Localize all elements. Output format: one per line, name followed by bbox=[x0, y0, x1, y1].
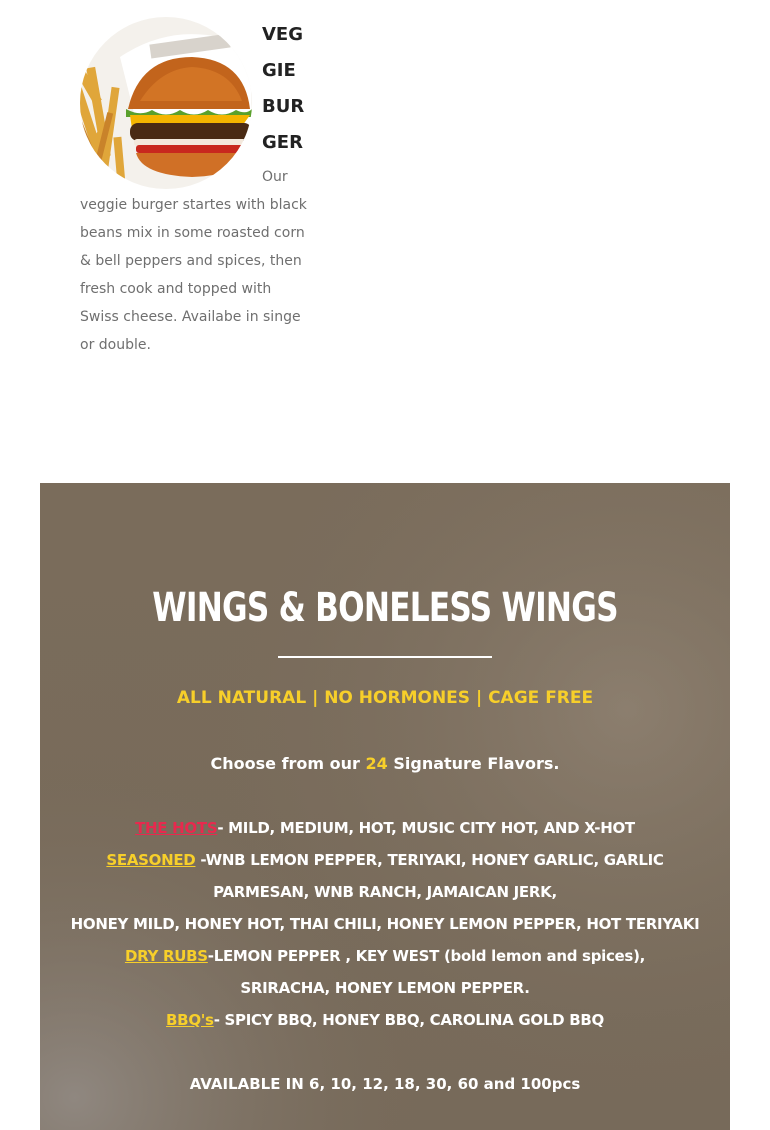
dry-rubs-list-1: -LEMON PEPPER , KEY WEST (bold lemon and spices), bbox=[207, 947, 646, 965]
flavor-line-dry-rubs bbox=[60, 940, 710, 972]
available-sizes: AVAILABLE IN 6, 10, 12, 18, 30, 60 and 100pcs bbox=[189, 1075, 581, 1093]
burger-photo bbox=[80, 17, 252, 189]
hots-list: - MILD, MEDIUM, HOT, MUSIC CITY HOT, AND X-HOT bbox=[217, 819, 635, 837]
flavor-line-bbq bbox=[60, 1004, 710, 1036]
flavor-count-text bbox=[40, 752, 730, 776]
choose-prefix: Choose from our bbox=[210, 754, 366, 773]
seasoned-list-3: HONEY MILD, HONEY HOT, THAI CHILI, HONEY LEMON PEPPER, HOT TERIYAKI bbox=[70, 915, 700, 933]
tagline: ALL NATURAL | NO HORMONES | CAGE FREE bbox=[176, 688, 594, 708]
dry-rubs-link[interactable]: DRY RUBS bbox=[124, 947, 208, 965]
title-divider bbox=[278, 656, 492, 658]
flavor-line-hots bbox=[60, 812, 710, 844]
choose-suffix: Signature Flavors. bbox=[387, 754, 560, 773]
seasoned-list-1: -WNB LEMON PEPPER, TERIYAKI, HONEY GARLIC, GARLIC bbox=[195, 851, 664, 869]
seasoned-link[interactable]: SEASONED bbox=[106, 851, 196, 869]
bbq-list: - SPICY BBQ, HONEY BBQ, CAROLINA GOLD BBQ bbox=[213, 1011, 604, 1029]
hots-link[interactable]: THE HOTS bbox=[135, 819, 218, 837]
menu-item-description: Our veggie burger startes with black beans mix in some roasted corn & bell peppers and spices, then fresh cook and topped with Swiss cheese. Availabe in singe or double. bbox=[80, 169, 307, 353]
flavor-count: 24 bbox=[365, 754, 388, 773]
menu-item-card bbox=[80, 17, 310, 359]
wings-section bbox=[40, 483, 730, 1130]
menu-item-title: VEGGIE BURGER bbox=[262, 24, 305, 153]
flavor-list bbox=[60, 812, 710, 1036]
seasoned-list-2: PARMESAN, WNB RANCH, JAMAICAN JERK, bbox=[213, 883, 557, 901]
flavor-line-seasoned bbox=[60, 844, 710, 876]
dry-rubs-list-2: SRIRACHA, HONEY LEMON PEPPER. bbox=[240, 979, 530, 997]
section-title: WINGS & BONELESS WINGS bbox=[152, 585, 618, 631]
bbq-link[interactable]: BBQ's bbox=[166, 1011, 214, 1029]
